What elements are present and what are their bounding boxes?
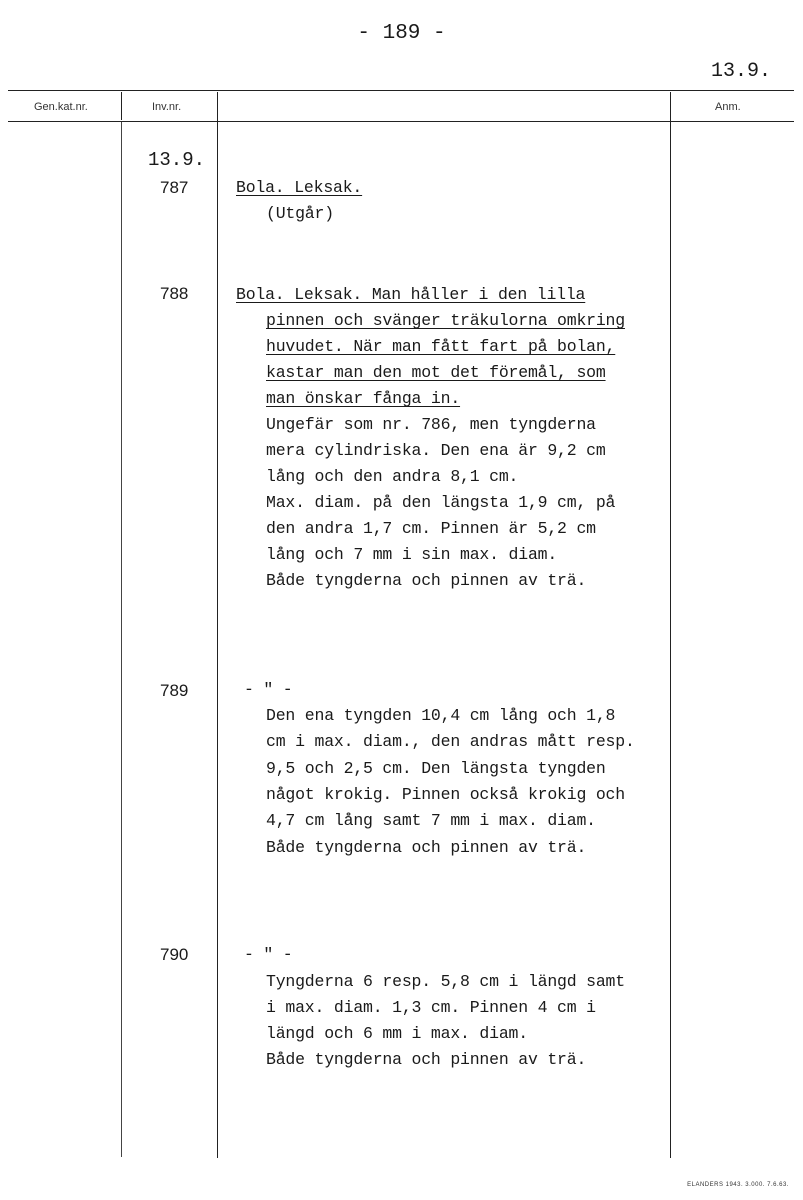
- entry-788-line-1: Bola. Leksak. Man håller i den lilla: [236, 285, 586, 304]
- column-divider-1: [121, 122, 122, 1157]
- entry-788-line-10: den andra 1,7 cm. Pinnen är 5,2 cm: [266, 519, 596, 538]
- column-divider-2: [217, 92, 218, 1158]
- entry-789-line-4: något krokig. Pinnen också krokig och: [266, 785, 625, 804]
- column-divider-1-header: [121, 92, 122, 120]
- header-anm: Anm.: [715, 101, 741, 113]
- entry-789-line-6: Både tyngderna och pinnen av trä.: [266, 838, 587, 857]
- header-top-rule: [8, 90, 794, 91]
- entry-790-line-4: Både tyngderna och pinnen av trä.: [266, 1050, 587, 1069]
- entry-789-line-3: 9,5 och 2,5 cm. Den längsta tyngden: [266, 759, 606, 778]
- entry-number-788: 788: [160, 284, 189, 303]
- header-gen-kat-nr: Gen.kat.nr.: [34, 101, 88, 113]
- entry-788-line-11: lång och 7 mm i sin max. diam.: [266, 545, 558, 564]
- entry-790-line-2: i max. diam. 1,3 cm. Pinnen 4 cm i: [266, 998, 596, 1017]
- entry-788-line-7: mera cylindriska. Den ena är 9,2 cm: [266, 441, 606, 460]
- entry-number-789: 789: [160, 681, 189, 700]
- printer-mark: ELANDERS 1943. 3.000. 7.6.63.: [687, 1182, 789, 1188]
- date-marker: 13.9.: [148, 149, 206, 171]
- entry-789-ditto: - " -: [244, 680, 293, 699]
- entry-number-790: 790: [160, 945, 189, 964]
- entry-number-787: 787: [160, 178, 189, 197]
- entry-790-ditto: - " -: [244, 945, 293, 964]
- entry-788-line-4: kastar man den mot det föremål, som: [266, 363, 606, 382]
- page-number: - 189 -: [357, 22, 446, 45]
- header-bottom-rule: [8, 121, 794, 122]
- column-divider-3: [670, 92, 671, 1158]
- entry-790-line-1: Tyngderna 6 resp. 5,8 cm i längd samt: [266, 972, 625, 991]
- entry-788-line-3: huvudet. När man fått fart på bolan,: [266, 337, 616, 356]
- entry-788-line-9: Max. diam. på den längsta 1,9 cm, på: [266, 493, 616, 512]
- entry-788-line-8: lång och den andra 8,1 cm.: [266, 467, 519, 486]
- entry-790-line-3: längd och 6 mm i max. diam.: [266, 1024, 528, 1043]
- entry-788-line-5: man önskar fånga in.: [266, 389, 461, 408]
- entry-787-line-1: Bola. Leksak.: [236, 178, 363, 197]
- top-reference: 13.9.: [710, 60, 771, 83]
- entry-789-line-1: Den ena tyngden 10,4 cm lång och 1,8: [266, 706, 616, 725]
- entry-788-line-6: Ungefär som nr. 786, men tyngderna: [266, 415, 596, 434]
- header-inv-nr: Inv.nr.: [152, 101, 182, 113]
- entry-787-line-2: (Utgår): [266, 204, 334, 223]
- entry-788-line-12: Både tyngderna och pinnen av trä.: [266, 571, 587, 590]
- entry-789-line-2: cm i max. diam., den andras mått resp.: [266, 732, 635, 751]
- entry-788-line-2: pinnen och svänger träkulorna omkring: [266, 311, 625, 330]
- entry-789-line-5: 4,7 cm lång samt 7 mm i max. diam.: [266, 811, 596, 830]
